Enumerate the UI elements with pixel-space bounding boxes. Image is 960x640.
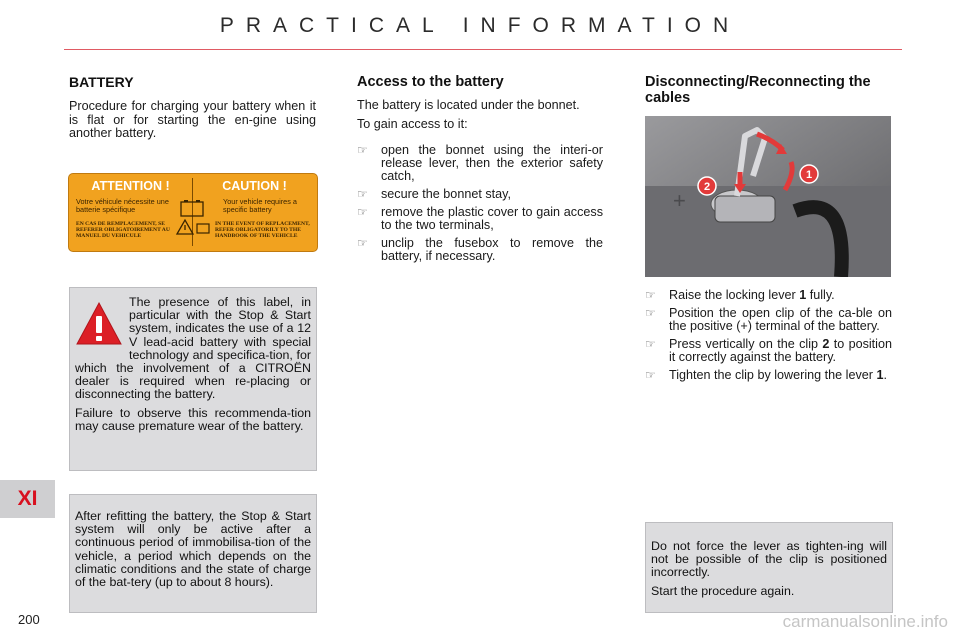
pointing-hand-icon: ☞ [357, 143, 368, 157]
label-right-subtext: Your vehicle requires a specific battery [223, 197, 297, 214]
list-item: ☞ Tighten the clip by lowering the lever 1. [645, 368, 887, 382]
access-text [357, 99, 603, 136]
info-paragraph: After refitting the battery, the Stop & Start system will only be active after a continuous period of immobilisa-tion of the vehicle, a period which depends on the climatic conditions and the state of charge of the bat-tery (up to about 8 hours). [75, 509, 311, 590]
disconnect-steps-list [645, 289, 892, 387]
header-divider [64, 49, 902, 50]
note-box [645, 522, 893, 613]
access-paragraph-2: To gain access to it: [357, 116, 468, 131]
label-left-subtext: Votre véhicule nécessite une batterie spécifique [76, 197, 169, 214]
disconnect-heading: Disconnecting/Reconnecting the cables [645, 74, 871, 106]
callout-1: 1 [805, 169, 813, 181]
info-box [69, 494, 317, 613]
list-item: ☞ open the bonnet using the interi-or release lever, then the exterior safety catch, [357, 143, 603, 183]
pointing-hand-icon: ☞ [357, 205, 368, 219]
battery-intro: Procedure for charging your battery when it is flat or for starting the en-gine using another battery. [69, 99, 316, 140]
battery-symbol-icon [175, 200, 211, 236]
note-paragraph-2: Start the procedure again. [651, 583, 795, 598]
page-number: 200 [18, 612, 40, 627]
callout-2: 2 [703, 181, 711, 193]
warning-paragraph-1: The presence of this label, in particular with the Stop & Start system, indicates the use of a 12 V lead-acid battery with special technology and specifica-tion, for which the involvement of a CITROËN dealer is required when re-placing or disconnecting the battery. [75, 295, 311, 402]
pointing-hand-icon: ☞ [645, 306, 656, 320]
page-title: PRACTICAL INFORMATION [219, 14, 741, 37]
label-right-heading: CAUTION ! [222, 179, 287, 193]
pointing-hand-icon: ☞ [645, 288, 656, 302]
warning-box [69, 287, 317, 471]
battery-label-image [68, 173, 318, 252]
pointing-hand-icon: ☞ [357, 236, 368, 250]
pointing-hand-icon: ☞ [645, 368, 656, 382]
list-item: ☞ Press vertically on the clip 2 to position it correctly against the battery. [645, 337, 892, 364]
battery-terminal-illustration [645, 116, 891, 277]
label-right-half [193, 174, 316, 251]
warning-box-text [70, 288, 316, 433]
list-item: ☞ Position the open clip of the ca-ble on the positive (+) terminal of the battery. [645, 306, 892, 333]
battery-terminal-photo [645, 116, 891, 277]
warning-triangle-icon [75, 300, 123, 348]
chapter-tab-label: XI [17, 487, 38, 510]
access-paragraph-1: The battery is located under the bonnet. [357, 98, 580, 112]
label-right-smalltext: IN THE EVENT OF REPLACEMENT, REFER OBLIGATORILY TO THE HANDBOOK OF THE VEHICLE [215, 221, 310, 239]
pointing-hand-icon: ☞ [645, 337, 656, 351]
list-item: ☞ unclip the fusebox to remove the battery, if necessary. [357, 236, 603, 263]
label-left-heading: ATTENTION ! [91, 179, 170, 193]
svg-text:+: + [673, 188, 686, 213]
label-left-smalltext: EN CAS DE REMPLACEMENT, SE REFERER OBLIGATOIREMENT AU MANUEL DU VEHICULE [76, 221, 170, 239]
list-item: ☞ remove the plastic cover to gain access to the two terminals, [357, 205, 603, 232]
note-paragraph-1: Do not force the lever as tighten-ing will not be possible of the clip is positioned incorrectly. [651, 539, 887, 580]
list-item: ☞ secure the bonnet stay, [357, 187, 511, 201]
warning-paragraph-2: Failure to observe this recommenda-tion may cause premature wear of the battery. [75, 405, 311, 433]
label-left-half [69, 174, 192, 251]
battery-heading: BATTERY [69, 74, 134, 90]
info-box-text [70, 495, 316, 589]
watermark: carmanualsonline.info [782, 612, 948, 631]
access-steps-list [357, 144, 603, 268]
chapter-tab [0, 480, 55, 518]
pointing-hand-icon: ☞ [357, 187, 368, 201]
access-heading: Access to the battery [357, 74, 504, 90]
list-item: ☞ Raise the locking lever 1 fully. [645, 288, 835, 302]
note-box-text [646, 523, 892, 598]
